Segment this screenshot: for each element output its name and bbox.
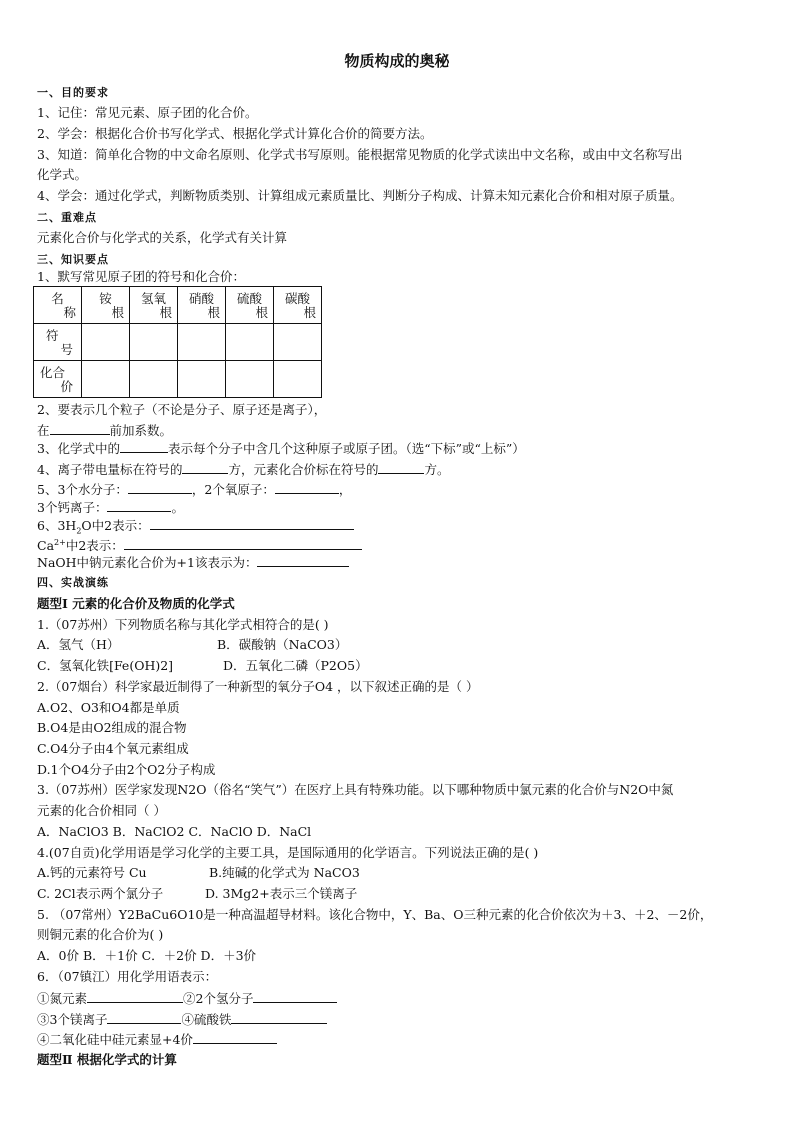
knowledge-q5: 5、3个水分子： ，2个氧原子： ， — [37, 482, 352, 497]
answer-blank[interactable] — [107, 499, 171, 512]
ion-table-answer-cell[interactable] — [274, 361, 322, 398]
ion-table-cell: 碳酸 根 — [274, 287, 322, 324]
problem-6: 6．（07镇江）用化学用语表示： — [37, 969, 218, 984]
option-a: A.钙的元素符号 Cu — [37, 865, 147, 880]
problem-4-options-ab — [37, 865, 360, 881]
ion-table-cell: 硫酸 根 — [226, 287, 274, 324]
problem-1-options-cd — [37, 658, 368, 674]
ion-table-cell: 符 号 — [34, 324, 82, 361]
problem-3-cont: 元素的化合价相同（ ） — [37, 803, 166, 818]
problem-6-row1: ①氮元素 ②2个氢分子 — [37, 990, 337, 1007]
problem-2-option-d: D.1个O4分子由2个O2分子构成 — [37, 762, 216, 777]
problem-6-row2: ③3个镁离子 ④硫酸铁 — [37, 1011, 327, 1028]
goal-item-4: 4、学会：通过化学式，判断物质类别、计算组成元素质量比、判断分子构成、计算未知元素化合价和相对原子质量。 — [37, 188, 683, 203]
problem-2-option-c: C.O4分子由4个氧元素组成 — [37, 741, 189, 756]
answer-blank[interactable] — [257, 554, 349, 567]
problem-2-option-b: B.O4是由O2组成的混合物 — [37, 720, 187, 735]
answer-blank[interactable] — [120, 440, 168, 453]
ion-table-cell: 名 称 — [34, 287, 82, 324]
knowledge-q1: 1、默写常见原子团的符号和化合价： — [37, 269, 245, 284]
ion-table-header-row — [34, 287, 322, 324]
ion-table-answer-cell[interactable] — [178, 361, 226, 398]
problem-4: 4.(07自贡)化学用语是学习化学的主要工具，是国际通用的化学语言。下列说法正确的是( ) — [37, 845, 539, 860]
problem-6-row3: ④二氧化硅中硅元素显+4价 — [37, 1031, 277, 1048]
ion-table-answer-cell[interactable] — [130, 361, 178, 398]
answer-blank[interactable] — [193, 1031, 277, 1044]
ion-table-cell: 氢氧 根 — [130, 287, 178, 324]
page-title: 物质构成的奥秘 — [344, 52, 450, 70]
goal-item-3: 3、知道：简单化合物的中文命名原则、化学式书写原则。能根据常见物质的化学式读出中文名称，或由中文名称写出 — [37, 147, 683, 162]
ion-table-cell: 硝酸 根 — [178, 287, 226, 324]
answer-blank[interactable] — [275, 481, 339, 494]
answer-blank[interactable] — [124, 537, 362, 550]
ion-table-answer-cell[interactable] — [82, 361, 130, 398]
ion-table-valence-row — [34, 361, 322, 398]
option-b: B．碳酸钠（NaCO3） — [217, 637, 348, 652]
ion-table-cell: 化合 价 — [34, 361, 82, 398]
answer-blank[interactable] — [150, 517, 354, 530]
answer-blank[interactable] — [87, 990, 183, 1003]
problem-5-options: A．0价 B．＋1价 C．＋2价 D．＋3价 — [37, 948, 257, 963]
ion-table-answer-cell[interactable] — [82, 324, 130, 361]
problem-1-options-ab — [37, 637, 348, 653]
ion-table-answer-cell[interactable] — [226, 361, 274, 398]
section-heading-practice: 四、实战演练 — [37, 576, 109, 589]
option-a: A．氢气（H） — [37, 637, 120, 652]
key-points-text: 元素化合价与化学式的关系，化学式有关计算 — [37, 230, 288, 245]
section-heading-key-points: 二、重难点 — [37, 211, 97, 224]
answer-blank[interactable] — [107, 1011, 181, 1024]
goal-item-1: 1、记住：常见元素、原子团的化合价。 — [37, 105, 258, 120]
knowledge-q6c: NaOH中钠元素化合价为+1该表示为： — [37, 554, 349, 571]
ion-table-answer-cell[interactable] — [130, 324, 178, 361]
knowledge-q4: 4、离子带电量标在符号的 方，元素化合价标在符号的 方。 — [37, 462, 450, 477]
answer-blank[interactable] — [182, 461, 228, 474]
answer-blank[interactable] — [50, 422, 110, 435]
section-heading-goals: 一、目的要求 — [37, 86, 109, 99]
option-d: D. 3Mg2+表示三个镁离子 — [205, 886, 358, 901]
option-b: B.纯碱的化学式为 NaCO3 — [209, 865, 360, 880]
knowledge-q2b: 在 前加系数。 — [37, 423, 173, 438]
answer-blank[interactable] — [253, 990, 337, 1003]
answer-blank[interactable] — [128, 481, 192, 494]
problem-3: 3.（07苏州）医学家发现N2O（俗名“笑气”）在医疗上具有特殊功能。以下哪种物质中氯元素的化合价与N2O中氮 — [37, 782, 674, 797]
ion-table-symbol-row — [34, 324, 322, 361]
section-heading-knowledge: 三、知识要点 — [37, 253, 109, 266]
goal-item-2: 2、学会：根据化合价书写化学式、根据化学式计算化合价的简要方法。 — [37, 126, 433, 141]
problem-3-options: A．NaClO3 B．NaClO2 C．NaClO D．NaCl — [37, 824, 312, 839]
knowledge-q6a: 6、$3H_2O$中2表示： — [37, 517, 354, 540]
ion-table-cell: 铵 根 — [82, 287, 130, 324]
problem-2-option-a: A.O2、O3和O4都是单质 — [37, 700, 180, 715]
ion-table-answer-cell[interactable] — [178, 324, 226, 361]
problem-5-cont: 则铜元素的化合价为( ) — [37, 927, 164, 942]
ion-table — [33, 286, 322, 398]
problem-4-options-cd — [37, 886, 358, 902]
knowledge-q2a: 2、要表示几个粒子（不论是分子、原子还是离子）， — [37, 402, 327, 417]
question-type-2: 题型Ⅱ 根据化学式的计算 — [37, 1052, 177, 1067]
problem-2: 2.（07烟台）科学家最近制得了一种新型的氧分子O4 ，以下叙述正确的是（ ） — [37, 679, 479, 694]
answer-blank[interactable] — [378, 461, 424, 474]
knowledge-q3: 3、化学式中的 表示每个分子中含几个这种原子或原子团。（选“下标”或“上标”） — [37, 441, 525, 456]
goal-item-3-cont: 化学式。 — [37, 167, 88, 182]
option-c: C．氢氧化铁[Fe(OH)2] — [37, 658, 174, 673]
option-c: C. 2Cl表示两个氯分子 — [37, 886, 164, 901]
answer-blank[interactable] — [231, 1011, 327, 1024]
problem-1: 1.（07苏州）下列物质名称与其化学式相符合的是( ) — [37, 617, 329, 632]
option-d: D．五氧化二磷（P2O5） — [223, 658, 368, 673]
question-type-1: 题型Ⅰ 元素的化合价及物质的化学式 — [37, 596, 235, 611]
ion-table-answer-cell[interactable] — [274, 324, 322, 361]
problem-5: 5. （07常州）Y2BaCu6O10是一种高温超导材料。该化合物中，Y、Ba、O三种元素的化合价依次为＋3、＋2、－2价， — [37, 907, 713, 922]
knowledge-q5-cont: 3个钙离子： 。 — [37, 500, 184, 515]
ion-table-answer-cell[interactable] — [226, 324, 274, 361]
knowledge-q6b: $Ca^{2+}$中2表示： — [37, 535, 362, 554]
